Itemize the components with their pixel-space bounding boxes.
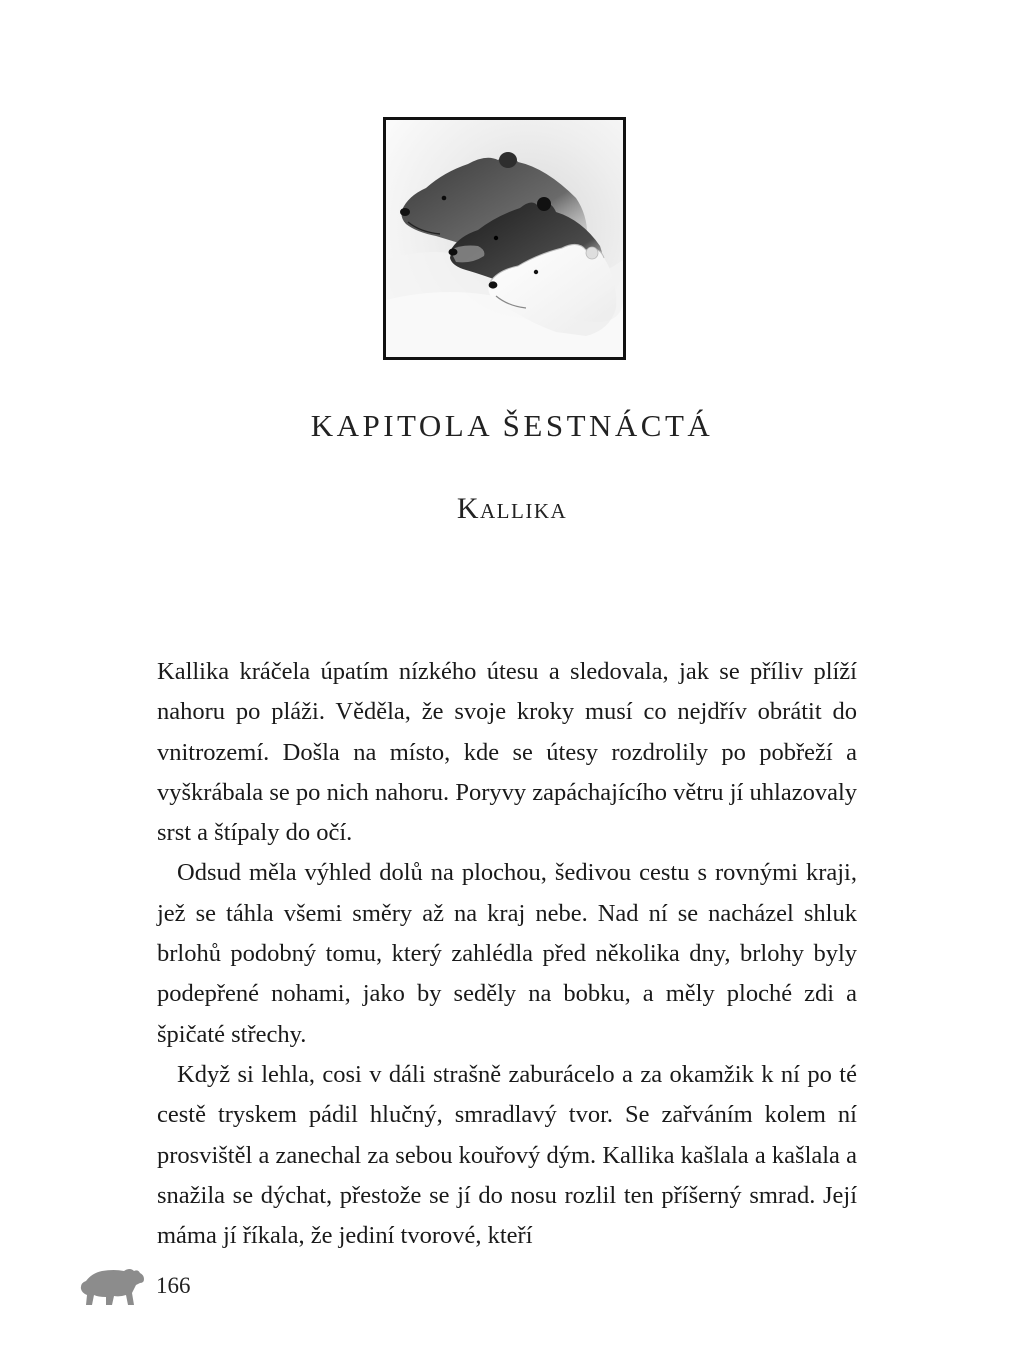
chapter-heading: KAPITOLA ŠESTNÁCTÁ <box>310 408 714 443</box>
chapter-title: Kallika <box>456 492 568 525</box>
three-bear-heads-illustration <box>386 120 623 357</box>
body-text <box>157 652 857 1256</box>
paragraph: Odsud měla výhled dolů na plochou, šedivou cestu s rovnými kraji, jež se táhla všemi směry až na kraj nebe. Nad ní se nacházel shluk brlohů podobný tomu, který zahlédla před několika dny, brlohy byly podepřené nohami, jako by seděly na bobku, a měly ploché zdi a špičaté střechy. <box>157 859 857 1048</box>
chapter-illustration <box>383 117 626 360</box>
page-number: 166 <box>156 1273 191 1298</box>
bear-silhouette-icon <box>78 1263 146 1308</box>
page-footer <box>78 1263 278 1308</box>
paragraph: Když si lehla, cosi v dáli strašně zaburácelo a za okamžik k ní po té cestě tryskem pádil hlučný, smradlavý tvor. Se zařváním kolem ní prosvištěl a zanechal za sebou kouřový dým. Kallika kašlala a kašlala a snažila se dýchat, přestože se jí do nosu rozlil ten příšerný smrad. Její máma jí říkala, že jediní tvorové, kteří <box>157 1060 857 1250</box>
paragraph: Kallika kráčela úpatím nízkého útesu a sledovala, jak se příliv plíží nahoru po pláži. Věděla, že svoje kroky musí co nejdřív obrátit do vnitrozemí. Došla na místo, kde se útesy rozdrolily po pobřeží a vyškrábala se po nich nahoru. Poryvy zapáchajícího větru jí uhlazovaly srst a štípaly do očí. <box>157 658 857 847</box>
